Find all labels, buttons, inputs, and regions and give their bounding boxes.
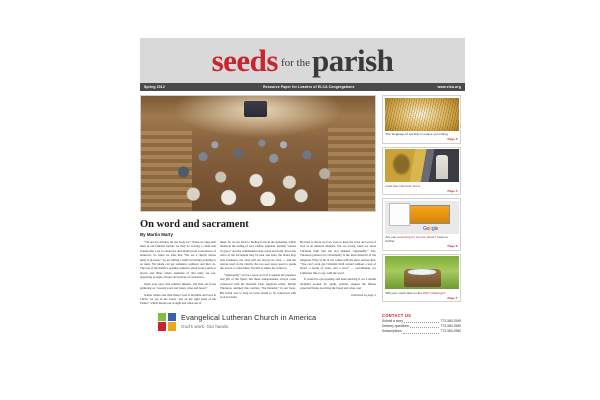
article-column-1	[140, 240, 216, 308]
contact-heading: CONTACT US	[382, 312, 412, 318]
article-columns	[140, 240, 378, 308]
logo-cross-horizontal	[158, 321, 176, 322]
elca-text-block	[181, 314, 316, 329]
article-headline: On word and sacrament	[140, 219, 249, 230]
open-book-image	[385, 98, 459, 131]
issue-date: Spring 2012	[144, 85, 165, 89]
paragraph: mind. So we are back to finding focus in the gathering, which means in the setting of very visible, palpable, testable “means of grace” and the communities they reach and form. Since the relics of the sacrament may be near and stale, the bread may lack freshness, the wine will not always be clear — and the station used in the church, the two-seat space used to speak the words, is often mute. Yet this is where the action is.	[220, 240, 296, 271]
contact-label: Submit a story	[382, 319, 404, 324]
altar-area	[244, 101, 267, 117]
paragraph: Gather where else than there? God is invisible and God in Christ, we say in the creed, “sits on the right hand of the Father,” which means out of sight and often out of	[140, 292, 216, 306]
article-column-2	[220, 240, 296, 308]
organization-name: Evangelical Lutheran Church in America	[181, 313, 317, 323]
caption-link[interactable]: millennial Jesus	[398, 183, 421, 188]
paragraph: “We are not divided, all one body we.” When we sing such lines in old familiar hymns we may be voicing a claim that sounds like a lie to observers and should prod consciences of believers. So when we state that “We are a church whose unity is in Jesus,” we are telling a truth but mainly pointing to an ideal. Yet ideals can get somehow realized, and they do. The rest of the theme’s opening sentence about Jesus points to places and times where elements of that unity are not, appearing as signs of hope and probes of conscience.	[140, 240, 216, 280]
main-column	[140, 95, 378, 308]
laptop-search-image	[385, 201, 459, 234]
teaser-page-ref[interactable]: Page 3	[447, 137, 458, 142]
masthead-word-parish: parish	[311, 43, 394, 78]
masthead-word-forthe: for the	[280, 57, 310, 69]
water-well-image	[385, 256, 459, 289]
caption-link[interactable]: Well Challenge?	[422, 290, 446, 295]
issue-info-bar	[140, 83, 465, 91]
teaser-caption	[385, 131, 459, 137]
leader-dots	[403, 330, 440, 334]
caption-link[interactable]: searching for sermon ideas?	[397, 235, 437, 240]
contact-block	[378, 313, 461, 335]
masthead-title	[140, 38, 465, 83]
leader-dots	[410, 324, 440, 328]
caption-text: Will your youth take on the	[385, 290, 423, 295]
caption-tail: Look no further.	[385, 235, 448, 244]
masthead	[140, 38, 465, 83]
google-logo-icon: Google	[422, 225, 438, 232]
teaser-page-ref[interactable]: Page 6	[447, 244, 458, 249]
paragraph: It would be eye-opening and heart-moving if we a month included around for again. Advent, August the billion expected blame receiving the bread and wine, and	[300, 277, 376, 291]
masthead-word-seeds: seeds	[211, 43, 278, 78]
contact-label: Delivery questions	[382, 324, 409, 329]
page-content	[140, 91, 465, 308]
contact-number[interactable]: 773-380-2950	[440, 324, 461, 329]
elca-branding	[140, 313, 378, 331]
teaser-card-millennial-jesus[interactable]	[382, 147, 461, 196]
teaser-card-worship-language[interactable]	[382, 95, 461, 144]
contact-number[interactable]: 773-380-2949	[440, 319, 461, 324]
teaser-sidebar	[378, 95, 461, 308]
caption-text: meet the	[385, 183, 399, 188]
article-column-3	[300, 240, 376, 308]
leader-dots	[404, 319, 439, 323]
organization-tagline: God’s work. Our hands.	[181, 324, 230, 330]
caption-text: The language of worship is unique yet uniting.	[385, 132, 449, 136]
teaser-card-sermon-search[interactable]	[382, 198, 461, 251]
newsletter-page	[140, 38, 465, 386]
jesus-artwork-image	[385, 149, 459, 182]
contact-label: Subscriptions	[382, 329, 402, 334]
teaser-card-well-challenge[interactable]	[382, 254, 461, 303]
page-footer	[140, 313, 465, 335]
caption-text: Are you	[385, 235, 398, 240]
teaser-caption	[385, 234, 459, 244]
teaser-page-ref[interactable]: Page 7	[447, 295, 458, 300]
paragraph: “Spirituality” can be a good word if it signals the presence and gift of the Spirit, but these endorsements always come connected with the material. Dear Anglican writer, Martin Thornton, outlined this contrast, “the material,” in our faces. His intent was to help us learn afresh to be connected with God in Christ.	[220, 272, 296, 299]
website-url[interactable]: www.elca.org	[437, 85, 461, 89]
paragraph: He tried to shock us if we were to keep the ways and word of God at an ethereal distance. We are wrong when we stock Christian faith into the slot marked “spirituality.” Yes, Thornton pressed on: Christianity is the most material of the religions. Why? A bit of wit comes with his short sermon line: “You can’t even get Christian birth started without a loaf of bread, a bottle of wine, and a river” — sacramental, we Lutherans like to say, with the word.	[300, 240, 376, 275]
congregation-crowd	[160, 121, 357, 206]
publication-tagline: Resource Paper for Leaders of ELCA Congregations	[263, 85, 355, 89]
article-byline: By Martin Marty	[140, 232, 173, 238]
continued-note[interactable]: continued on page 2	[350, 292, 376, 297]
hero-photo-congregation	[140, 95, 376, 212]
elca-logo-icon	[158, 313, 176, 331]
teaser-page-ref[interactable]: Page 5	[447, 188, 458, 193]
contact-number[interactable]: 773-380-2950	[440, 329, 461, 334]
contact-row	[382, 329, 461, 334]
logo-quadrant	[167, 322, 176, 331]
paragraph: Open your eyes, this seminar implies, and find our focus gathering on “around word and water, wine and bread.”	[140, 281, 216, 291]
